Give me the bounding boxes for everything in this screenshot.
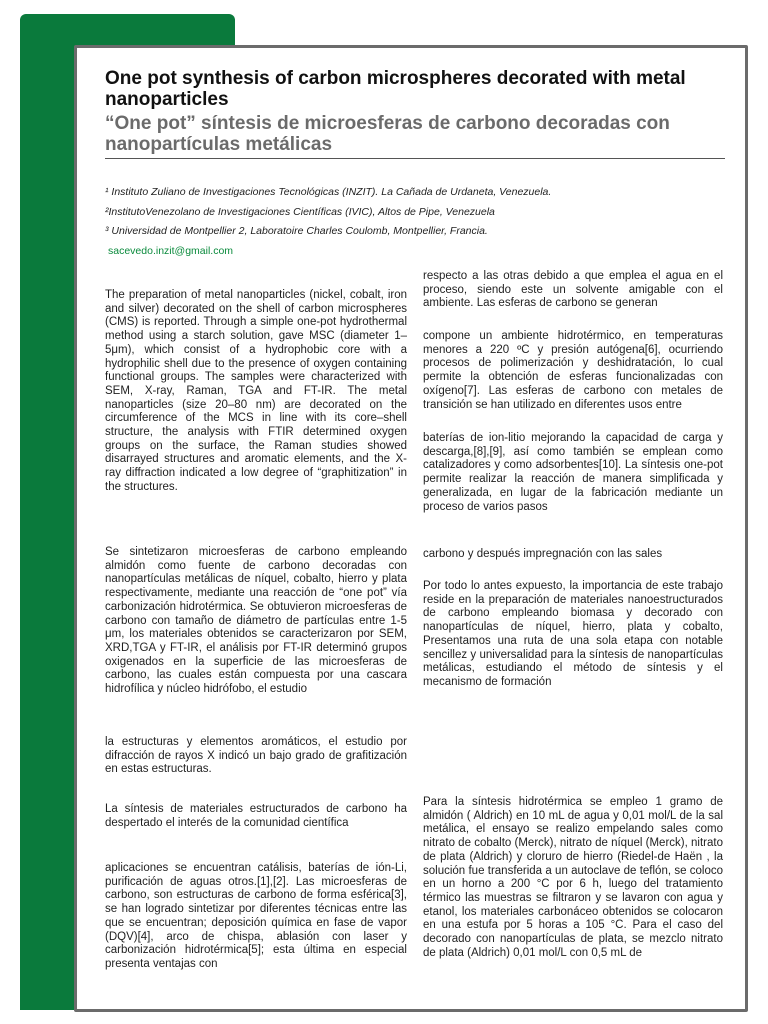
intro-paragraph-3: respecto a las otras debido a que emplea el agua en el proceso, siendo este un solvente amigable con el ambiente. Las esferas de carbono se generan [423,270,723,310]
intro-paragraph-2: aplicaciones se encuentran catálisis, baterías de ión-Li, purificación de aguas otros.[1],[2]. Las microesferas de carbono, son estructuras de carbono de forma esférica[3], se han logrado sintetizar por diferentes técnicas entre las que se encuentran; deposición química en fase de vapor (DQV)[4], arco de chispa, ablasión con laser y carbonización hidrotérmica[5]; esta última en especial presenta ventajas con [105,862,407,970]
intro-paragraph-4: compone un ambiente hidrotérmico, en temperaturas menores a 220 ºC y presión autógena[6], ocurriendo procesos de polimerización y deshidratación, lo cual permite la obtención de esferas funcionalizadas con oxígeno[7]. Las esferas de carbono con metales de transición se han utilizado en diferentes usos entre [423,330,723,411]
affiliation-1: ¹ Instituto Zuliano de Investigaciones Tecnológicas (INZIT). La Cañada de Urdaneta, Venezuela. [105,186,552,198]
intro-paragraph-1: La síntesis de materiales estructurados de carbono ha despertado el interés de la comunidad científica [105,803,407,829]
email-link[interactable]: sacevedo.inzit@gmail.com [108,244,234,257]
title-spanish: “One pot” síntesis de microesferas de carbono decoradas con nanopartículas metálicas [105,113,670,155]
resumen-spanish: Se sintetizaron microesferas de carbono empleando almidón como fuente de carbono decoradas con nanopartículas metálicas de níquel, cobalto, hierro y plata respectivamente, mediante una reacción de “one pot” vía carbonización hidrotérmica. Se obtuvieron microesferas de carbono con tamaño de diámetro de partículas entre 1-5 μm, los materiales obtenidos se caracterizaron por SEM, XRD,TGA y FT-IR, el análisis por FT-IR determinó grupos oxigenados en la superficie de las microesferas de carbono, las cuales están compuesta por una cascara hidrofílica y núcleo hidrófobo, el estudio [105,546,407,696]
methods-paragraph: Para la síntesis hidrotérmica se empleo 1 gramo de almidón ( Aldrich) en 10 mL de agua y 0,01 mol/L de la sal metálica, el ensayo se realizo empelando sales como nitrato de cobalto (Merck), nitrato de níquel (Merck), nitrato de plata (Aldrich) y cloruro de hierro (Riedel-de Haën , la solución fue transferida a un autoclave de teflón, se coloco en un horno a 200 °C por 6 h, luego del tratamiento térmico las muestras se filtraron y se lavaron con agua y etanol, los materiales carbonáceo obtenidos se colocaron en una estufa por 5 horas a 105 °C. Para el caso del decorado con nanopartículas de plata, se mezclo nitrato de plata (Aldrich) 0,01 mol/L con 0,5 mL de [423,796,723,959]
title-divider [105,158,725,159]
objective-paragraph: Por todo lo antes expuesto, la importancia de este trabajo reside en la preparación de materiales nanoestructurados de carbono empleando biomasa y decorado con nanopartículas de níquel, hierro, plata y cobalto, Presentamos una ruta de una sola etapa con notable sencillez y universalidad para la síntesis de nanopartículas metálicas, estudiando el método de síntesis y el mecanismo de formación [423,580,723,688]
affiliations [105,185,725,258]
title-block [105,68,725,155]
page-frame [74,45,748,1012]
intro-paragraph-6: carbono y después impregnación con las sales [423,548,663,560]
title-english: One pot synthesis of carbon microspheres decorated with metal nanoparticles [105,68,686,110]
affiliation-2: ²InstitutoVenezolano de Investigaciones Científicas (IVIC), Altos de Pipe, Venezuela [105,205,495,218]
affiliation-3: ³ Universidad de Montpellier 2, Laboratoire Charles Coulomb, Montpellier, Francia. [105,225,488,237]
resumen-spanish-cont: la estructuras y elementos aromáticos, el estudio por difracción de rayos X indicó un bajo grado de grafitización en estas estructuras. [105,736,407,776]
abstract-english: The preparation of metal nanoparticles (nickel, cobalt, iron and silver) decorated on the shell of carbon microspheres (CMS) is reported. Through a simple one-pot hydrothermal method using a starch solution, gave MSC (diameter 1–5μm), which consist of a hydrophobic core with a hydrophilic shell due to the presence of oxygen containing functional groups. The samples were characterized with SEM, X-ray, Raman, TGA and FT-IR. The metal nanoparticles (size 20–80 nm) are decorated on the circumference of the MCS in line with its core–shell structure, the analysis with FTIR determined oxygen groups on the surface, the Raman studies showed disarrayed structures and aromatic elements, and the X-ray diffraction indicated a low degree of “graphitization” in the structures. [105,289,407,493]
intro-paragraph-5: baterías de ion-litio mejorando la capacidad de carga y descarga,[8],[9], así como también se emplean como catalizadores y como adsorbentes[10]. La síntesis one-pot permite realizar la reacción de manera simplificada y generalizada, en lugar de la fabricación mediante un proceso de varios pasos [423,432,723,513]
